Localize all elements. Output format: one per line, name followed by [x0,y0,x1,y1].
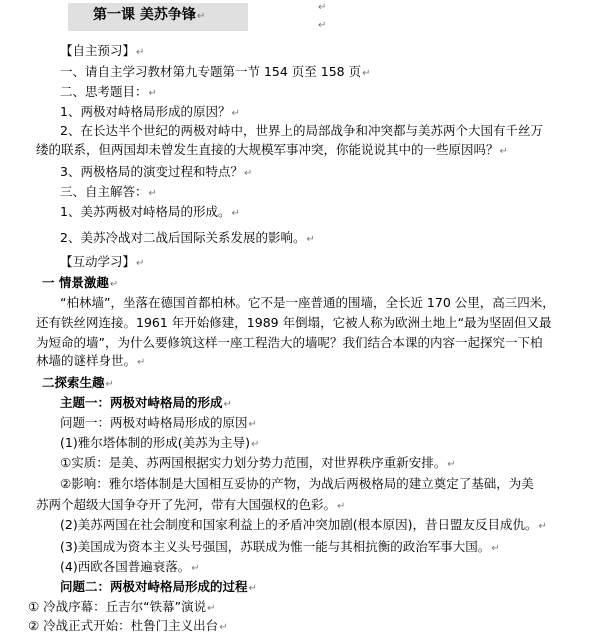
lesson-title: 第一课 美苏争锋↵ [93,7,206,23]
text-line: 二、思考题目：↵ [60,84,157,99]
text-line: 2、美苏冷战对二战后国际关系发展的影响。↵ [60,230,315,245]
self-preview-heading: 【自主预习】↵ [60,43,145,58]
topic-heading: 主题一：两极对峙格局的形成↵ [60,395,232,410]
text-line: (4)西欧各国普遍衰落。↵ [60,559,200,574]
text-line: 1、美苏两极对峙格局的形成。↵ [60,204,240,219]
question-heading: 问题一：两极对峙格局形成的原因↵ [60,415,257,430]
interactive-study-heading: 【互动学习】↵ [60,254,145,269]
paragraph-mark: ↵ [318,2,327,13]
text-line: 1、两极对峙格局形成的原因？↵ [60,104,240,119]
text-line: 缕的联系，但两国却未曾发生直接的大规模军事冲突，你能说说其中的一些原因吗？↵ [36,142,508,157]
text-line: 3、两极格局的演变过程和特点？↵ [60,164,253,179]
text-line: “柏林墙”，坐落在德国首都柏林。它不是一座普通的围墙，全长近 170 公里，高三四米， [60,295,555,310]
section-heading: 一 情景激趣↵ [42,275,119,290]
text-line: (2)美苏两国在社会制度和国家利益上的矛盾冲突加剧(根本原因)，昔日盟友反目成仇。↵ [60,517,547,532]
text-line: 2、在长达半个世纪的两极对峙中，世界上的局部战争和冲突都与美苏两个大国有千丝万 [60,123,543,138]
text-line: (1)雅尔塔体制的形成(美苏为主导)↵ [60,435,260,450]
question-heading: 问题二：两极对峙格局形成的过程↵ [60,579,257,594]
text-line: 还有铁丝网连接。1961 年开始修建，1989 年倒塌，它被人称为欧洲土地上“最为坚固但又最 [36,315,552,330]
text-line: 为短命的墙”，为什么要修筑这样一座工程浩大的墙呢？我们结合本课的内容一起探究一下柏 [36,335,543,350]
text-line: 苏两个超级大国争夺开了先河，带有大国强权的色彩。↵ [36,497,346,512]
text-line: ①实质：是美、苏两国根据实力划分势力范围，对世界秩序重新安排。↵ [60,455,456,470]
text-line: 林墙的谜样身世。↵ [36,353,146,368]
text-line: ②影响：雅尔塔体制是大国相互妥协的产物，为战后两极格局的建立奠定了基础，为美 [60,476,534,491]
text-line: 三、自主解答：↵ [60,184,157,199]
text-line: 一、请自主学习教材第九专题第一节 154 页至 158 页↵ [60,64,371,79]
text-line: (3)美国成为资本主义头号强国，苏联成为惟一能与其相抗衡的政治军事大国。↵ [60,539,500,554]
paragraph-mark: ↵ [318,20,327,31]
section-heading: 二探索生趣↵ [42,375,114,390]
list-item: ① 冷战序幕：丘吉尔“铁幕”演说↵ [28,599,216,614]
list-item: ② 冷战正式开始：杜鲁门主义出台↵ [28,618,228,633]
